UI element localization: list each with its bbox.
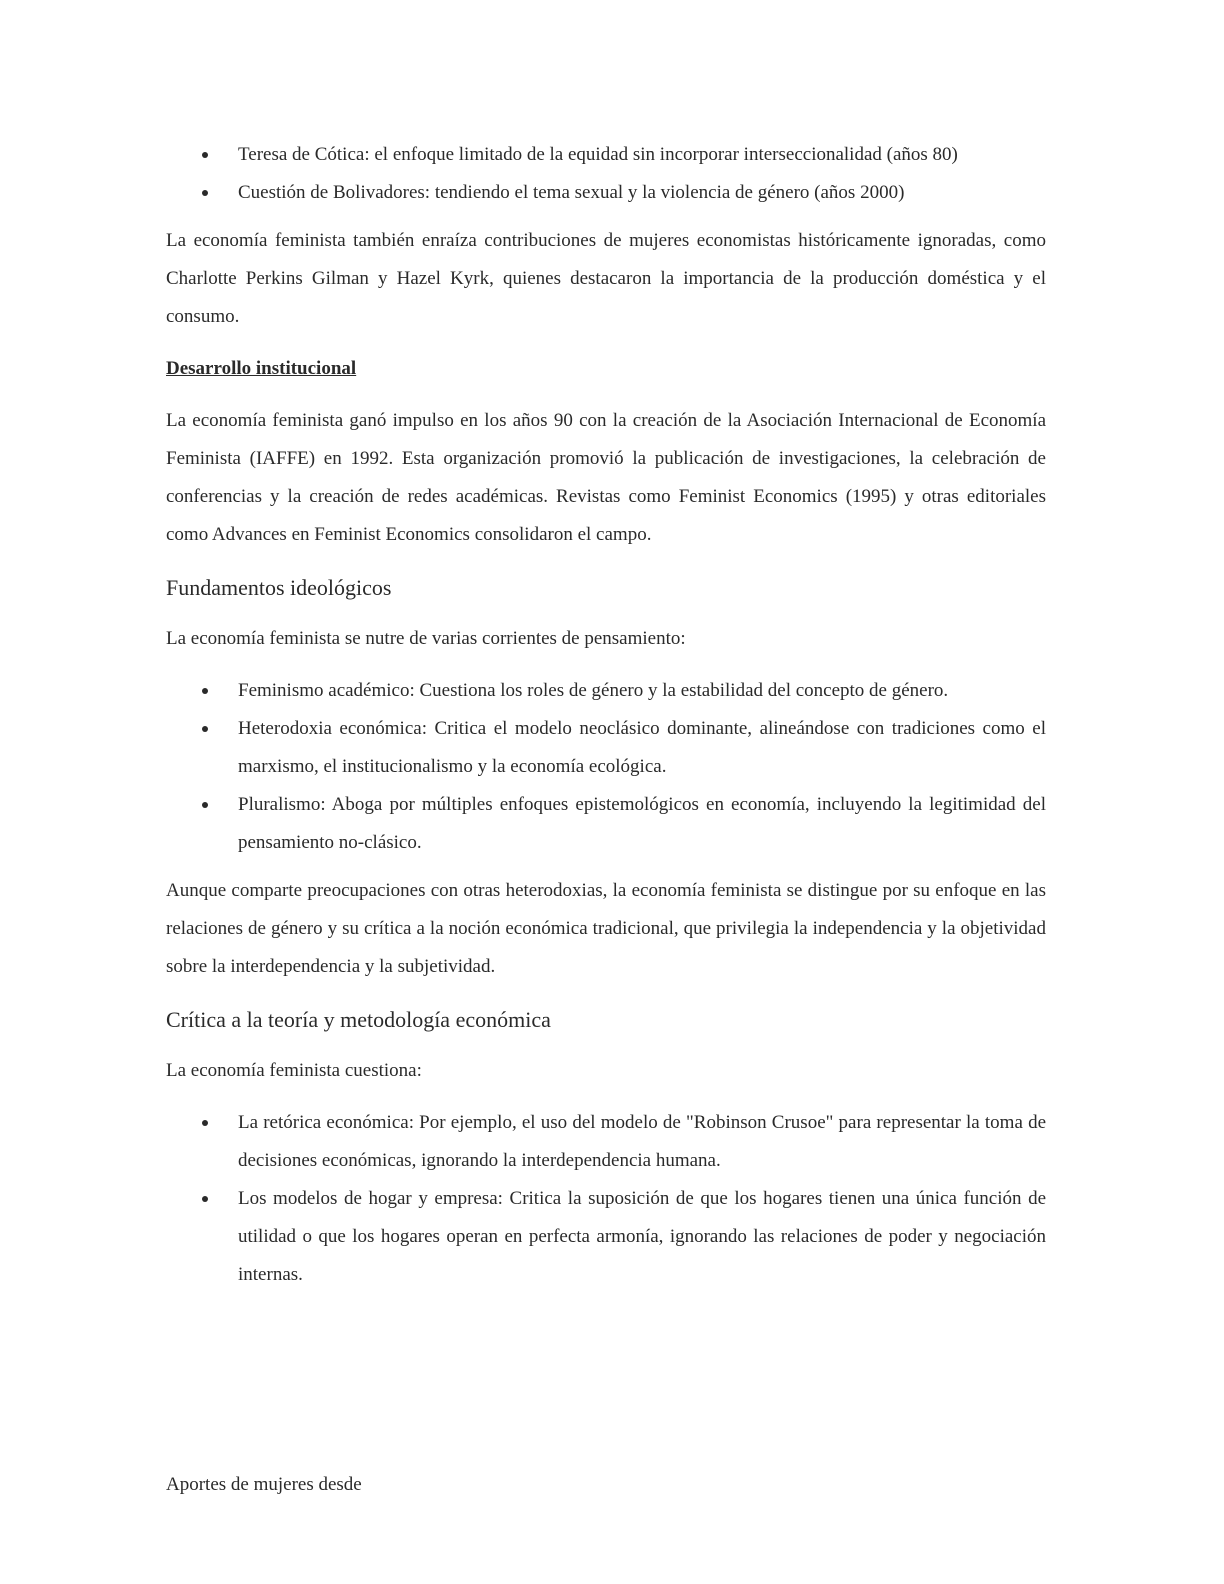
list-item-text: Pluralismo: Aboga por múltiples enfoques epistemológicos en economía, incluyendo la legitimidad del pensamiento no-clásico. xyxy=(238,794,1046,853)
list-item-text: Heterodoxia económica: Critica el modelo neoclásico dominante, alineándose con tradiciones como el marxismo, el institucionalismo y la economía ecológica. xyxy=(238,718,1046,777)
bullet-icon xyxy=(202,1120,208,1126)
top-bullet-list xyxy=(166,136,1046,212)
foundations-bullet-list xyxy=(166,672,1046,862)
bullet-icon xyxy=(202,688,208,694)
list-item xyxy=(238,710,1046,786)
critique-intro: La economía feminista cuestiona: xyxy=(166,1060,422,1081)
institutional-paragraph: La economía feminista ganó impulso en los años 90 con la creación de la Asociación Internacional de Economía Feminista (IAFFE) en 1992. Esta organización promovió la publicación de investigaciones, la celebración de conferencias y la creación de redes académicas. Revistas como Feminist Economics (1995) y otras editoriales como Advances en Feminist Economics consolidaron el campo. xyxy=(166,410,1046,545)
foundations-heading: Fundamentos ideológicos xyxy=(166,575,392,600)
list-item-text: La retórica económica: Por ejemplo, el uso del modelo de "Robinson Crusoe" para representar la toma de decisiones económicas, ignorando la interdependencia humana. xyxy=(238,1112,1046,1171)
list-item-text: Cuestión de Bolivadores: tendiendo el tema sexual y la violencia de género (años 2000) xyxy=(238,182,905,203)
list-item-text: Feminismo académico: Cuestiona los roles de género y la estabilidad del concepto de género. xyxy=(238,680,949,701)
intro-paragraph: La economía feminista también enraíza contribuciones de mujeres economistas históricamente ignoradas, como Charlotte Perkins Gilman y Hazel Kyrk, quienes destacaron la importancia de la producción doméstica y el consumo. xyxy=(166,230,1046,327)
critique-bullet-list xyxy=(166,1104,1046,1294)
foundations-closing: Aunque comparte preocupaciones con otras heterodoxias, la economía feminista se distingue por su enfoque en las relaciones de género y su crítica a la noción económica tradicional, que privilegia la independencia y la objetividad sobre la interdependencia y la subjetividad. xyxy=(166,880,1046,977)
bullet-icon xyxy=(202,802,208,808)
list-item xyxy=(238,174,1046,212)
list-item xyxy=(238,672,1046,710)
list-item-text: Teresa de Cótica: el enfoque limitado de la equidad sin incorporar interseccionalidad (años 80) xyxy=(238,144,958,165)
critique-heading: Crítica a la teoría y metodología económica xyxy=(166,1007,551,1032)
page-footer: Aportes de mujeres desde xyxy=(166,1474,362,1495)
list-item-text: Los modelos de hogar y empresa: Critica la suposición de que los hogares tienen una única función de utilidad o que los hogares operan en perfecta armonía, ignorando las relaciones de poder y negociación internas. xyxy=(238,1188,1046,1285)
institutional-heading: Desarrollo institucional xyxy=(166,358,357,379)
list-item xyxy=(238,1104,1046,1180)
list-item xyxy=(238,136,1046,174)
list-item xyxy=(238,786,1046,862)
bullet-icon xyxy=(202,1196,208,1202)
bullet-icon xyxy=(202,152,208,158)
foundations-intro: La economía feminista se nutre de varias corrientes de pensamiento: xyxy=(166,628,686,649)
bullet-icon xyxy=(202,190,208,196)
list-item xyxy=(238,1180,1046,1294)
document-page xyxy=(166,136,1046,1304)
bullet-icon xyxy=(202,726,208,732)
